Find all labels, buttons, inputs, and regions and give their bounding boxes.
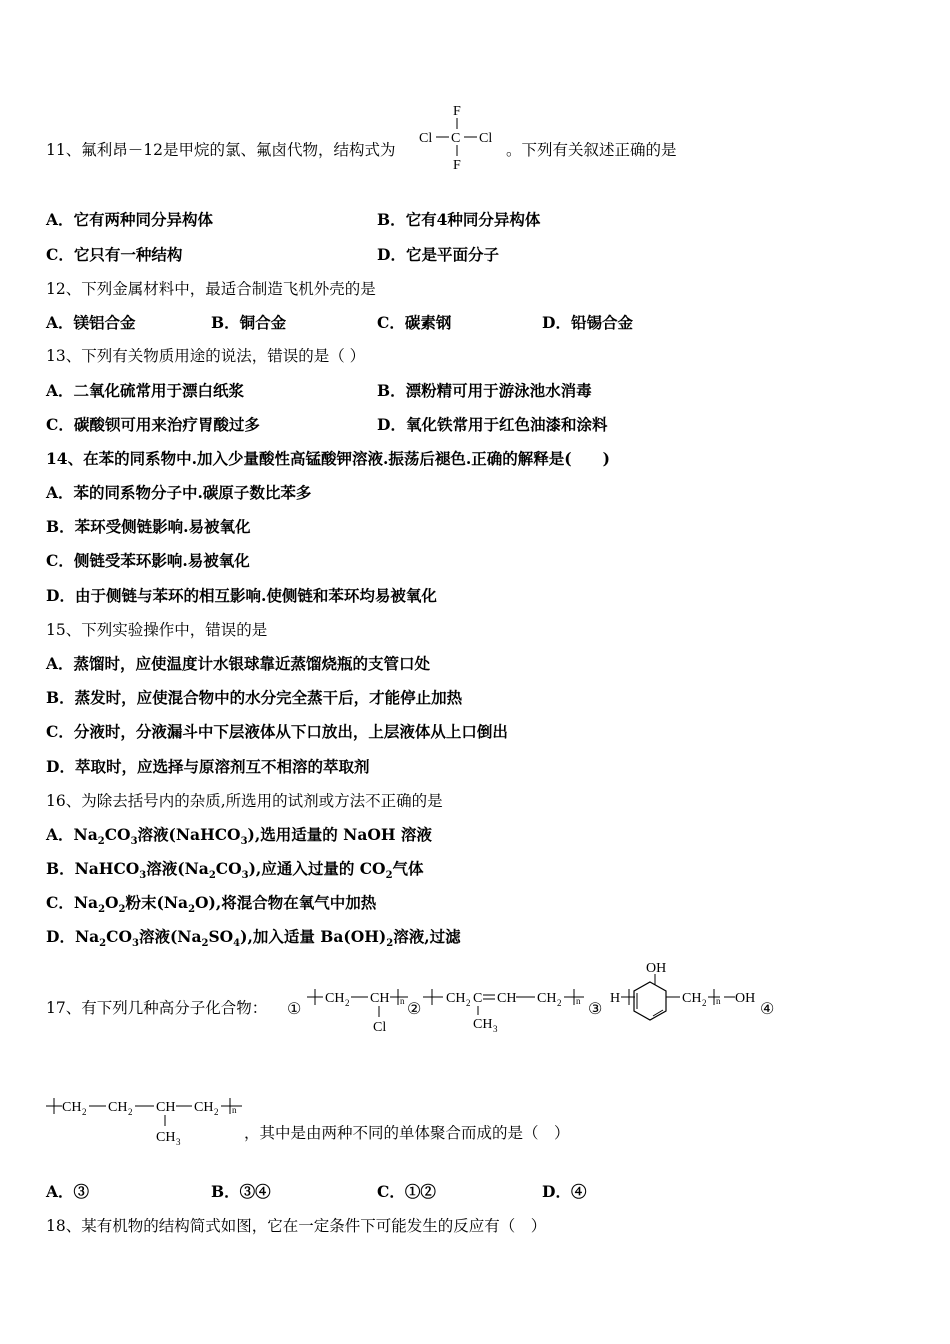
- svg-text:2: 2: [128, 1107, 133, 1117]
- q17-stem: 17、有下列几种高分子化合物：: [46, 999, 268, 1017]
- svg-text:CH: CH: [194, 1100, 214, 1115]
- q11-option-c[interactable]: C．它只有一种结构: [46, 245, 183, 264]
- q14-stem: 14、在苯的同系物中.加入少量酸性高锰酸钾溶液.振荡后褪色.正确的解释是( ): [46, 449, 610, 468]
- q15-option-a[interactable]: A．蒸馏时，应使温度计水银球靠近蒸馏烧瓶的支管口处: [46, 654, 431, 673]
- q17-option-b[interactable]: B．③④: [211, 1182, 271, 1201]
- q12-option-d[interactable]: D．铅锡合金: [542, 313, 633, 332]
- q14-option-d[interactable]: D．由于侧链与苯环的相互影响.使侧链和苯环均易被氧化: [46, 586, 437, 605]
- q13-option-d[interactable]: D．氧化铁常用于红色油漆和涂料: [377, 415, 608, 434]
- svg-text:CH: CH: [62, 1100, 82, 1115]
- q15-option-b[interactable]: B．蒸发时，应使混合物中的水分完全蒸干后，才能停止加热: [46, 688, 463, 707]
- q17-option-c[interactable]: C．①②: [377, 1182, 436, 1201]
- q17-marker-2: ②: [407, 1001, 422, 1018]
- q18-stem: 18、某有机物的结构简式如图，它在一定条件下可能发生的反应有（ ）: [46, 1217, 547, 1235]
- svg-text:CH: CH: [473, 1017, 493, 1032]
- q16-option-a[interactable]: A．$Na_2CO_3$溶液(NaHCO$_3$),选用适量的 NaOH 溶液: [46, 825, 432, 848]
- q17-marker-3: ③: [588, 1001, 603, 1018]
- q14-option-b[interactable]: B．苯环受侧链影响.易被氧化: [46, 517, 251, 536]
- svg-text:CH: CH: [446, 991, 466, 1006]
- svg-text:2: 2: [214, 1107, 219, 1117]
- q16-option-c[interactable]: C．$Na_2O_2$粉末$(Na_2O)$,将混合物在氧气中加热: [46, 893, 377, 916]
- svg-text:n: n: [400, 996, 405, 1006]
- svg-text:Cl: Cl: [373, 1020, 387, 1035]
- q17-polymer-formulas: [280, 955, 790, 1035]
- q16-option-d[interactable]: D．$Na_2CO_3$溶液$(Na_2SO_4)$,加入适量 $Ba(OH)_2$溶液,过滤: [46, 927, 461, 950]
- q11-atom-bottom: F: [453, 158, 461, 173]
- svg-text:CH: CH: [370, 991, 390, 1006]
- svg-text:CH: CH: [156, 1100, 176, 1115]
- q12-stem: 12、下列金属材料中，最适合制造飞机外壳的是: [46, 280, 376, 298]
- svg-text:n: n: [232, 1105, 237, 1115]
- svg-text:C: C: [473, 991, 483, 1006]
- q16-stem: 16、为除去括号内的杂质,所选用的试剂或方法不正确的是: [46, 792, 443, 810]
- svg-text:2: 2: [702, 998, 707, 1008]
- q12-option-b[interactable]: B．铜合金: [211, 313, 287, 332]
- q11-stem: [46, 140, 395, 160]
- svg-text:3: 3: [176, 1137, 181, 1147]
- q17-polymer-3: [610, 961, 755, 1020]
- svg-text:2: 2: [557, 998, 562, 1008]
- q12-option-a[interactable]: A．镁铝合金: [46, 313, 136, 332]
- q17-option-a[interactable]: A．③: [46, 1182, 90, 1201]
- svg-text:n: n: [576, 996, 581, 1006]
- q13-stem: 13、下列有关物质用途的说法，错误的是（ ）: [46, 347, 366, 365]
- q17-marker-4: ④: [760, 1001, 775, 1018]
- q13-option-c[interactable]: C．碳酸钡可用来治疗胃酸过多: [46, 415, 260, 434]
- svg-text:CH: CH: [156, 1130, 176, 1145]
- q11-option-b[interactable]: B．它有4种同分异构体: [377, 210, 541, 229]
- svg-text:CH: CH: [537, 991, 557, 1006]
- q17-polymer-4: [44, 1092, 254, 1147]
- q17-tail: ，其中是由两种不同的单体聚合而成的是（ ）: [244, 1124, 570, 1142]
- q11-atom-right: Cl: [479, 131, 493, 146]
- q12-option-c[interactable]: C．碳素钢: [377, 313, 452, 332]
- q17-polymer-1: [307, 989, 408, 1035]
- svg-text:2: 2: [466, 998, 471, 1008]
- q11-option-d[interactable]: D．它是平面分子: [377, 245, 499, 264]
- svg-text:2: 2: [82, 1107, 87, 1117]
- svg-text:OH: OH: [646, 961, 667, 976]
- svg-text:n: n: [716, 996, 721, 1006]
- svg-text:2: 2: [345, 998, 350, 1008]
- q17-option-d[interactable]: D．④: [542, 1182, 587, 1201]
- q13-option-b[interactable]: B．漂粉精可用于游泳池水消毒: [377, 381, 592, 400]
- svg-text:CH: CH: [108, 1100, 128, 1115]
- q16-option-b[interactable]: B．NaHCO$_3$溶液$(Na_2CO_3)$,应通入过量的 $CO_2$气体: [46, 859, 424, 882]
- q15-stem: 15、下列实验操作中，错误的是: [46, 621, 268, 639]
- q13-option-a[interactable]: A．二氧化硫常用于漂白纸浆: [46, 381, 245, 400]
- q11-atom-left: Cl: [419, 131, 433, 146]
- q11-atom-top: F: [453, 104, 461, 119]
- q14-option-a[interactable]: A．苯的同系物分子中.碳原子数比苯多: [46, 483, 312, 502]
- q11-option-a[interactable]: A．它有两种同分异构体: [46, 210, 214, 229]
- svg-text:3: 3: [493, 1024, 498, 1034]
- svg-text:H: H: [610, 991, 621, 1006]
- q17-polymer-2: [423, 989, 584, 1034]
- q17-marker-1: ①: [287, 1001, 302, 1018]
- q11-text-before: 11、氟利昂－12是甲烷的氯、氟卤代物，结构式为: [46, 141, 396, 159]
- svg-text:CH: CH: [682, 991, 702, 1006]
- q15-option-c[interactable]: C．分液时，分液漏斗中下层液体从下口放出，上层液体从上口倒出: [46, 722, 508, 741]
- q11-atom-center: C: [451, 131, 461, 146]
- svg-text:OH: OH: [735, 991, 756, 1006]
- svg-text:CH: CH: [325, 991, 345, 1006]
- q15-option-d[interactable]: D．萃取时，应选择与原溶剂互不相溶的萃取剂: [46, 757, 370, 776]
- q11-structural-formula: [416, 100, 506, 175]
- q11-text-after: 。下列有关叙述正确的是: [506, 141, 677, 159]
- svg-text:CH: CH: [497, 991, 517, 1006]
- q14-option-c[interactable]: C．侧链受苯环影响.易被氧化: [46, 551, 250, 570]
